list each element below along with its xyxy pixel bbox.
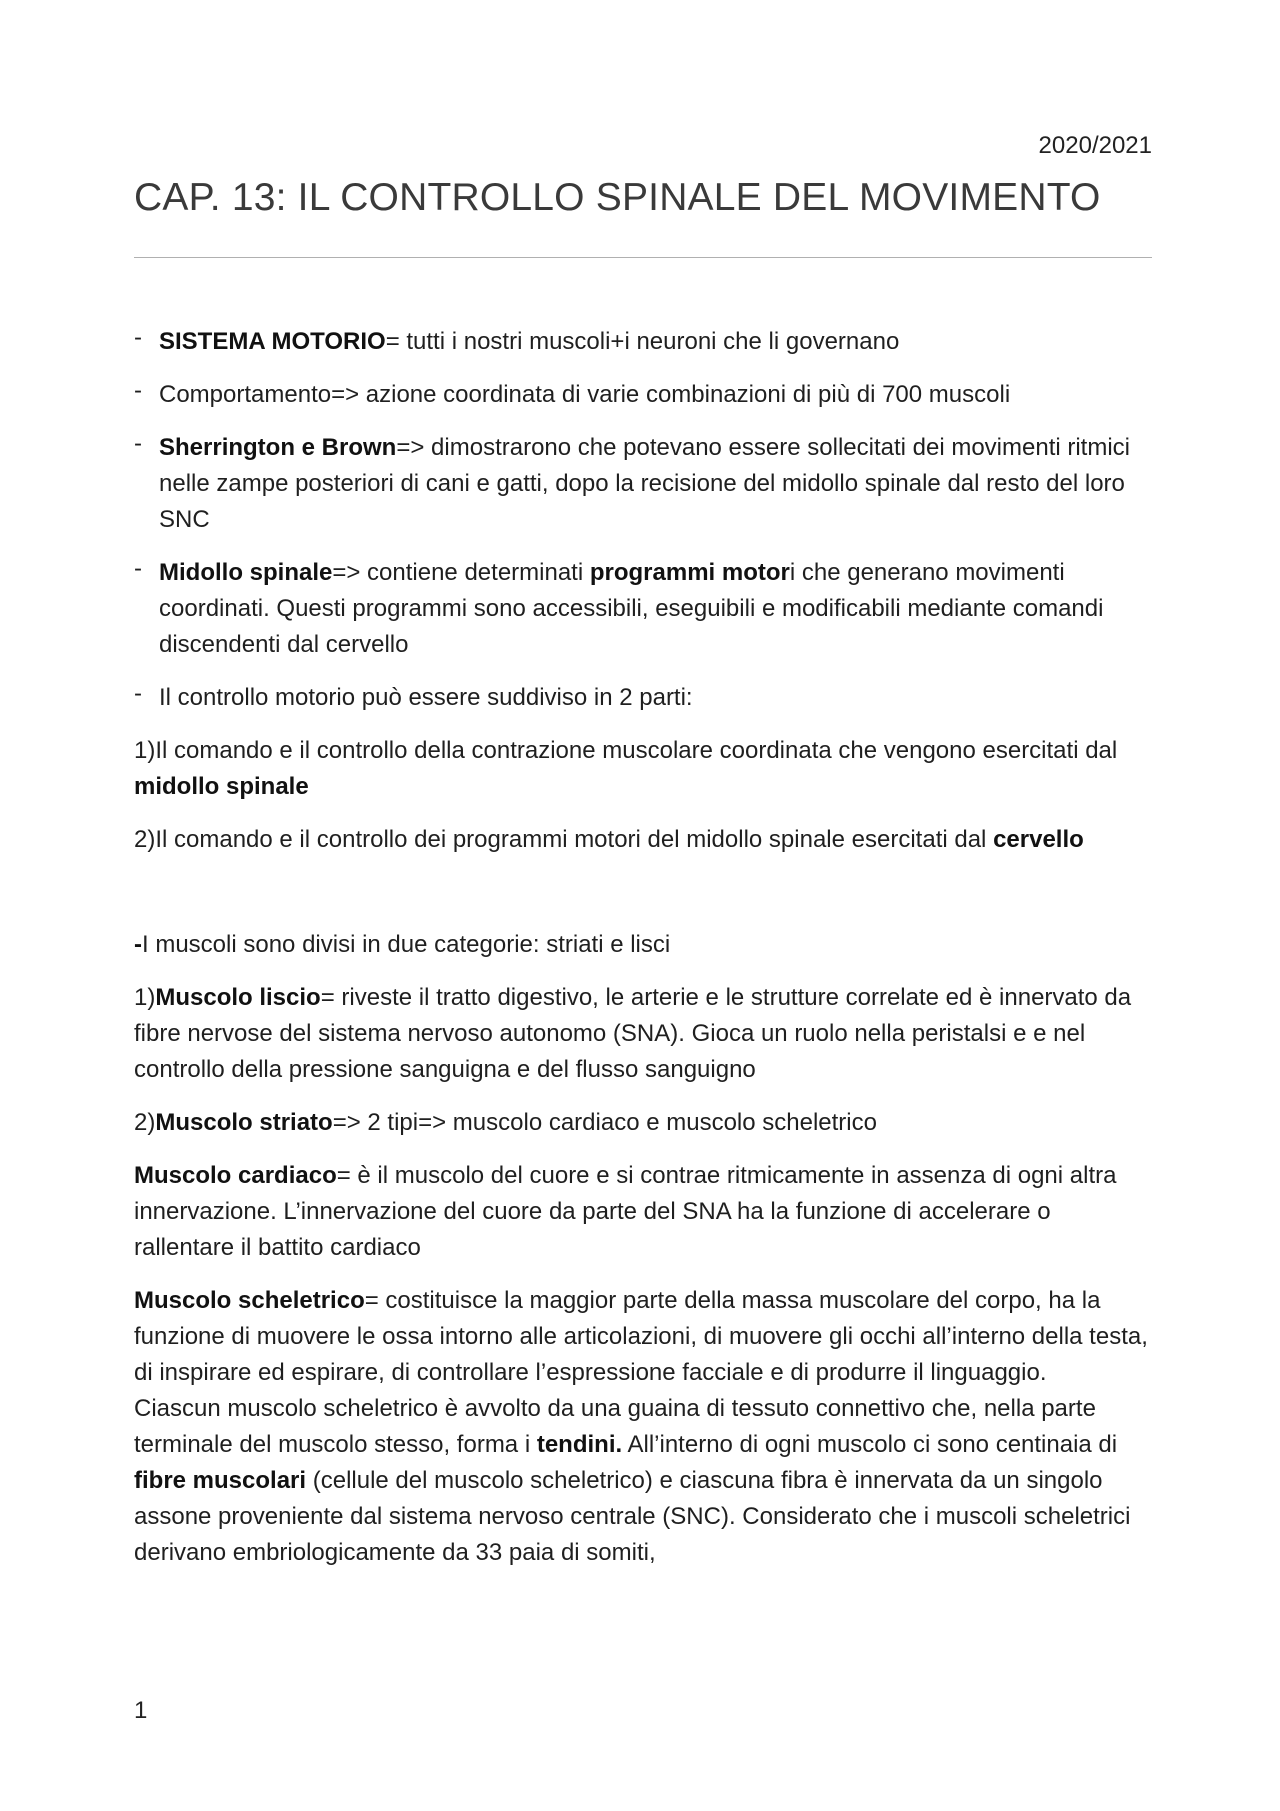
bullet-item: - SISTEMA MOTORIO= tutti i nostri muscoli+i neuroni che li governano xyxy=(134,324,1154,360)
bold-term: Muscolo striato xyxy=(155,1109,333,1136)
bullet-item: - Comportamento=> azione coordinata di varie combinazioni di più di 700 muscoli xyxy=(134,377,1154,413)
bold-term: Midollo spinale xyxy=(159,559,333,586)
dash-bullet-icon: - xyxy=(134,377,142,404)
bold-term: Muscolo liscio xyxy=(155,984,321,1011)
muscle-categories-intro: -I muscoli sono divisi in due categorie: striati e lisci xyxy=(134,931,671,958)
title-divider xyxy=(134,257,1152,258)
skeletal-muscle-paragraph: Muscolo scheletrico= costituisce la maggior parte della massa muscolare del corpo, ha la funzione di muovere le ossa intorno alle articolazioni, di muovere gli occhi all’interno della testa, di inspirare ed espirare, di controllare l’espressione facciale e di produrre il linguaggio. xyxy=(134,1287,1148,1386)
bold-term: programmi motor xyxy=(589,559,790,586)
document-body xyxy=(134,324,1154,1571)
page-number: 1 xyxy=(134,1697,148,1724)
academic-year: 2020/2021 xyxy=(1038,132,1152,159)
bullet-item: - Midollo spinale=> contiene determinati programmi motori che generano movimenti coordinati. Questi programmi sono accessibili, eseguibili e modificabili mediante comandi discendenti dal cervello xyxy=(134,555,1154,663)
section-spacer xyxy=(134,875,1154,927)
bold-term: fibre muscolari xyxy=(134,1467,307,1494)
chapter-title: CAP. 13: IL CONTROLLO SPINALE DEL MOVIMENTO xyxy=(134,176,1101,219)
bullet-item: - Il controllo motorio può essere suddiviso in 2 parti: xyxy=(134,680,1154,716)
bold-term: midollo spinale xyxy=(134,773,309,800)
bullet-item: - Sherrington e Brown=> dimostrarono che potevano essere sollecitati dei movimenti ritmici nelle zampe posteriori di cani e gatti, dopo la recisione del midollo spinale dal resto del loro SNC xyxy=(134,430,1154,538)
dash-bullet-icon: - xyxy=(134,555,142,582)
bold-term: Sherrington e Brown xyxy=(159,434,397,461)
dash-bullet-icon: - xyxy=(134,680,142,707)
bold-term: Muscolo cardiaco xyxy=(134,1162,337,1189)
striated-muscle-paragraph: 2)Muscolo striato=> 2 tipi=> muscolo cardiaco e muscolo scheletrico xyxy=(134,1109,877,1136)
bullet-list xyxy=(134,324,1154,716)
bold-term: SISTEMA MOTORIO xyxy=(159,328,386,355)
smooth-muscle-paragraph: 1)Muscolo liscio= riveste il tratto digestivo, le arterie e le strutture correlate ed è innervato da fibre nervose del sistema nervoso autonomo (SNA). Gioca un ruolo nella peristalsi e e nel controllo della pressione sanguigna e del flusso sanguigno xyxy=(134,984,1132,1083)
numbered-point: 2)Il comando e il controllo dei programmi motori del midollo spinale esercitati dal cervello xyxy=(134,826,1084,853)
bold-term: Muscolo scheletrico xyxy=(134,1287,365,1314)
dash-bullet-icon: - xyxy=(134,430,142,457)
dash-bullet-icon: - xyxy=(134,324,142,351)
bold-term: tendini. xyxy=(536,1431,623,1458)
numbered-point: 1)Il comando e il controllo della contrazione muscolare coordinata che vengono esercitati dal midollo spinale xyxy=(134,737,1118,800)
muscle-structure-paragraph: Ciascun muscolo scheletrico è avvolto da una guaina di tessuto connettivo che, nella parte terminale del muscolo stesso, forma i tendini. All’interno di ogni muscolo ci sono centinaia di fibre muscolari (cellule del muscolo scheletrico) e ciascuna fibra è innervata da un singolo assone proveniente dal sistema nervoso centrale (SNC). Considerato che i muscoli scheletrici derivano embriologicamente da 33 paia di somiti, xyxy=(134,1395,1131,1566)
cardiac-muscle-paragraph: Muscolo cardiaco= è il muscolo del cuore e si contrae ritmicamente in assenza di ogni altra innervazione. L’innervazione del cuore da parte del SNA ha la funzione di accelerare o rallentare il battito cardiaco xyxy=(134,1162,1117,1261)
bold-term: cervello xyxy=(993,826,1084,853)
